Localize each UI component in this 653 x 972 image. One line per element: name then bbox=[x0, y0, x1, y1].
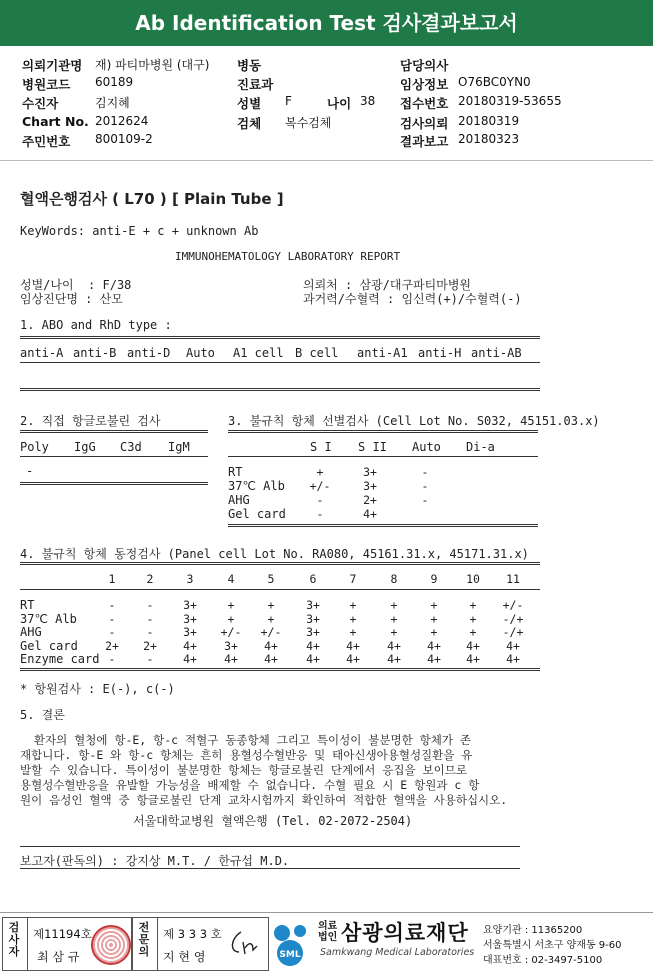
panel-cell: + bbox=[227, 598, 235, 612]
tester-license: 제11194호 bbox=[33, 927, 92, 941]
screen-cell: +/- bbox=[309, 479, 331, 493]
screen-row-label: RT bbox=[228, 465, 243, 479]
panel-cell: + bbox=[267, 598, 275, 612]
conclusion-line: 환자의 혈청에 항-E, 항-c 적혈구 동종항체 그리고 특이성이 불분명한 항체가 존 bbox=[20, 733, 471, 747]
screen-cell: 3+ bbox=[363, 479, 377, 493]
section-2-title: 2. 직접 항글로불린 검사 bbox=[20, 414, 161, 428]
report-subtitle: IMMUNOHEMATOLOGY LABORATORY REPORT bbox=[175, 250, 401, 263]
header-label: 접수번호 bbox=[400, 96, 449, 111]
panel-cell: - bbox=[108, 652, 116, 666]
panel-cell: 4+ bbox=[264, 638, 278, 653]
screen-row-label: 37℃ Alb bbox=[228, 479, 285, 493]
screen-cell: - bbox=[421, 493, 429, 507]
panel-cell: - bbox=[146, 652, 154, 666]
panel-cell: 4+ bbox=[306, 652, 320, 666]
panel-column-header: 2 bbox=[146, 572, 154, 586]
panel-cell: 4+ bbox=[224, 652, 238, 666]
panel-cell: +/- bbox=[260, 625, 282, 639]
header-label: 담당의사 bbox=[400, 58, 449, 73]
panel-column-header: 5 bbox=[267, 572, 275, 586]
panel-cell: + bbox=[349, 598, 357, 612]
specialist-label: 전 문 의 bbox=[138, 921, 150, 958]
panel-column-header: 7 bbox=[349, 572, 357, 586]
panel-cell: - bbox=[108, 625, 116, 639]
panel-column-header: 6 bbox=[309, 572, 317, 586]
header-label: 결과보고 bbox=[400, 134, 449, 149]
screen-column-header: S I bbox=[310, 440, 332, 454]
footer bbox=[0, 912, 653, 972]
header-label: 임상정보 bbox=[400, 77, 449, 92]
abo-column-header: anti-AB bbox=[471, 346, 522, 360]
panel-cell: 4+ bbox=[183, 652, 197, 666]
panel-cell: -/+ bbox=[502, 625, 524, 639]
header-label: 주민번호 bbox=[22, 134, 71, 149]
screen-cell: - bbox=[421, 465, 429, 479]
panel-cell: 2+ bbox=[143, 638, 157, 653]
header-value: 60189 bbox=[95, 75, 134, 89]
header-value: 복수검체 bbox=[285, 116, 332, 130]
panel-cell: + bbox=[267, 611, 275, 626]
conclusion-line: 발할 수 있습니다. 특이성이 불분명한 항체는 항글로불린 단계에서 응집을 보이므로 bbox=[20, 763, 467, 777]
panel-cell: + bbox=[390, 625, 398, 639]
header-value: O76BC0YN0 bbox=[458, 75, 531, 89]
dat-column-header: C3d bbox=[120, 440, 142, 454]
header-value: 20180323 bbox=[458, 132, 520, 146]
specialist-license: 제 3 3 3 호 bbox=[163, 927, 222, 941]
panel-cell: + bbox=[390, 611, 398, 626]
screen-cell: - bbox=[316, 493, 324, 507]
report-banner: Ab Identification Test 검사결과보고서 bbox=[0, 0, 653, 46]
keywords: KeyWords: anti-E + c + unknown Ab bbox=[20, 224, 259, 238]
header-label: 수진자 bbox=[22, 96, 59, 111]
corp-prefix: 의료 법인 bbox=[318, 921, 338, 943]
signature-icon bbox=[227, 928, 261, 958]
header-value: 재) 파티마병원 (대구) bbox=[95, 58, 210, 72]
panel-cell: - bbox=[108, 611, 116, 626]
tester-name: 최 삼 규 bbox=[37, 950, 80, 964]
age-value: 38 bbox=[360, 94, 376, 108]
header-value: 김지혜 bbox=[95, 96, 130, 110]
panel-cell: 4+ bbox=[306, 638, 320, 653]
header-label: 성별 bbox=[237, 96, 262, 111]
dat-value: - bbox=[26, 464, 34, 478]
abo-column-header: anti-H bbox=[418, 346, 462, 360]
screen-row-label: AHG bbox=[228, 493, 250, 507]
corp-phone: 대표번호 : 02-3497-5100 bbox=[483, 955, 603, 966]
abo-column-header: anti-A1 bbox=[357, 346, 408, 360]
panel-cell: 3+ bbox=[183, 611, 197, 626]
screen-cell: + bbox=[316, 465, 324, 479]
panel-cell: 4+ bbox=[506, 652, 520, 666]
requester: 의뢰처 : 삼광/대구파티마병원 bbox=[303, 278, 472, 292]
section-5-title: 5. 결론 bbox=[20, 708, 65, 722]
panel-row-label: Enzyme card bbox=[20, 652, 100, 666]
panel-cell: 4+ bbox=[427, 638, 441, 653]
corp-english: Samkwang Medical Laboratories bbox=[320, 947, 475, 958]
antigen-test: * 항원검사 : E(-), c(-) bbox=[20, 682, 175, 696]
screen-cell: - bbox=[316, 507, 324, 521]
panel-row-label: 37℃ Alb bbox=[20, 611, 77, 626]
panel-cell: +/- bbox=[502, 598, 524, 612]
panel-cell: 4+ bbox=[506, 638, 520, 653]
age-label: 나이 bbox=[327, 96, 352, 111]
clinical-diagnosis: 임상진단명 : 산모 bbox=[20, 292, 123, 306]
panel-row-label: Gel card bbox=[20, 638, 78, 653]
specialist-box bbox=[132, 917, 269, 971]
panel-cell: 4+ bbox=[264, 652, 278, 666]
abo-column-header: anti-A bbox=[20, 346, 64, 360]
screen-column-header: Di-a bbox=[466, 440, 495, 454]
screen-column-header: Auto bbox=[412, 440, 441, 454]
abo-column-header: Auto bbox=[186, 346, 215, 360]
panel-cell: 4+ bbox=[466, 652, 480, 666]
hospital-line: 서울대학교병원 혈액은행 (Tel. 02-2072-2504) bbox=[133, 814, 413, 828]
header-label: 진료과 bbox=[237, 77, 274, 92]
panel-column-header: 9 bbox=[430, 572, 438, 586]
header-label: 검사의뢰 bbox=[400, 116, 449, 131]
corp-name: 삼광의료재단 bbox=[341, 921, 469, 945]
panel-cell: 3+ bbox=[306, 611, 320, 626]
panel-row-label: RT bbox=[20, 598, 35, 612]
abo-column-header: B cell bbox=[295, 346, 339, 360]
institution-code: 요양기관 : 11365200 bbox=[483, 925, 583, 936]
reporter-line: 보고자(판독의) : 강지상 M.T. / 한규섭 M.D. bbox=[20, 854, 290, 868]
abo-column-header: A1 cell bbox=[233, 346, 284, 360]
panel-cell: + bbox=[430, 611, 438, 626]
panel-column-header: 4 bbox=[227, 572, 235, 586]
section-3-title: 3. 불규칙 항체 선별검사 (Cell Lot No. S032, 45151.03.x) bbox=[228, 414, 600, 428]
panel-cell: 4+ bbox=[183, 638, 197, 653]
tester-box bbox=[2, 917, 132, 971]
panel-cell: - bbox=[146, 611, 154, 626]
screen-cell: 3+ bbox=[363, 465, 377, 479]
header-label: 검체 bbox=[237, 116, 262, 131]
screen-cell: - bbox=[421, 479, 429, 493]
seal-stamp-icon bbox=[91, 925, 131, 965]
dat-column-header: IgM bbox=[168, 440, 190, 454]
panel-cell: + bbox=[349, 625, 357, 639]
sex-age: 성별/나이 : F/38 bbox=[20, 278, 132, 292]
header-value: 20180319-53655 bbox=[458, 94, 562, 108]
panel-cell: + bbox=[390, 598, 398, 612]
screen-column-header: S II bbox=[358, 440, 387, 454]
patient-header bbox=[0, 46, 653, 161]
panel-cell: 4+ bbox=[346, 652, 360, 666]
conclusion-line: 용혈성수혈반응을 유발할 가능성을 배제할 수 없습니다. 수혈 필요 시 E 항원과 c 항 bbox=[20, 778, 480, 792]
panel-row-label: AHG bbox=[20, 625, 42, 639]
header-label: 병원코드 bbox=[22, 77, 71, 92]
panel-column-header: 11 bbox=[506, 572, 520, 586]
panel-cell: - bbox=[146, 625, 154, 639]
panel-cell: + bbox=[469, 598, 477, 612]
panel-cell: 3+ bbox=[306, 598, 320, 612]
panel-cell: 4+ bbox=[387, 652, 401, 666]
panel-column-header: 8 bbox=[390, 572, 398, 586]
panel-cell: - bbox=[108, 598, 116, 612]
screen-row-label: Gel card bbox=[228, 507, 286, 521]
panel-cell: + bbox=[430, 598, 438, 612]
report-title: 혈액은행검사 ( L70 ) [ Plain Tube ] bbox=[20, 190, 284, 208]
panel-cell: 3+ bbox=[306, 625, 320, 639]
scanned-report bbox=[0, 160, 653, 910]
header-value: 800109-2 bbox=[95, 132, 153, 146]
screen-cell: 2+ bbox=[363, 493, 377, 507]
panel-cell: + bbox=[469, 611, 477, 626]
panel-column-header: 1 bbox=[108, 572, 116, 586]
tester-label: 검 사 자 bbox=[8, 921, 20, 958]
header-label: 병동 bbox=[237, 58, 262, 73]
svg-text:SML: SML bbox=[279, 950, 301, 960]
panel-cell: -/+ bbox=[502, 611, 524, 626]
panel-cell: 4+ bbox=[466, 638, 480, 653]
panel-cell: +/- bbox=[220, 625, 242, 639]
panel-column-header: 3 bbox=[186, 572, 194, 586]
panel-cell: + bbox=[469, 625, 477, 639]
panel-cell: 2+ bbox=[105, 638, 119, 653]
header-label: Chart No. bbox=[22, 114, 89, 129]
sml-logo-icon bbox=[270, 921, 316, 967]
header-value: 20180319 bbox=[458, 114, 520, 128]
panel-cell: 4+ bbox=[346, 638, 360, 653]
screen-cell: 4+ bbox=[363, 507, 377, 521]
panel-cell: 4+ bbox=[387, 638, 401, 653]
header-label: 의뢰기관명 bbox=[22, 58, 83, 73]
conclusion-line: 재합니다. 항-E 와 항-c 항체는 흔히 용혈성수혈반응 및 태아신생아용혈성질환을 유 bbox=[20, 748, 473, 762]
panel-cell: + bbox=[349, 611, 357, 626]
section-4-title: 4. 불규칙 항체 동정검사 (Panel cell Lot No. RA080, 45161.31.x, 45171.31.x) bbox=[20, 547, 529, 561]
panel-cell: 3+ bbox=[183, 598, 197, 612]
corp-address: 서울특별시 서초구 양재동 9-60 bbox=[483, 940, 622, 951]
header-value: F bbox=[285, 94, 292, 108]
panel-cell: 3+ bbox=[224, 638, 238, 653]
panel-cell: - bbox=[146, 598, 154, 612]
abo-column-header: anti-B bbox=[73, 346, 117, 360]
panel-cell: + bbox=[227, 611, 235, 626]
dat-column-header: IgG bbox=[74, 440, 96, 454]
panel-column-header: 10 bbox=[466, 572, 480, 586]
history: 과거력/수혈력 : 임신력(+)/수혈력(-) bbox=[303, 292, 522, 306]
panel-cell: 3+ bbox=[183, 625, 197, 639]
section-1-title: 1. ABO and RhD type : bbox=[20, 318, 172, 332]
panel-cell: + bbox=[430, 625, 438, 639]
conclusion-line: 원이 음성인 혈액 중 항글로불린 단계 교차시험까지 확인하여 적합한 혈액을 사용하십시오. bbox=[20, 793, 508, 807]
panel-cell: 4+ bbox=[427, 652, 441, 666]
specialist-name: 지 현 영 bbox=[163, 950, 206, 964]
abo-column-header: anti-D bbox=[127, 346, 171, 360]
header-value: 2012624 bbox=[95, 114, 149, 128]
dat-column-header: Poly bbox=[20, 440, 49, 454]
